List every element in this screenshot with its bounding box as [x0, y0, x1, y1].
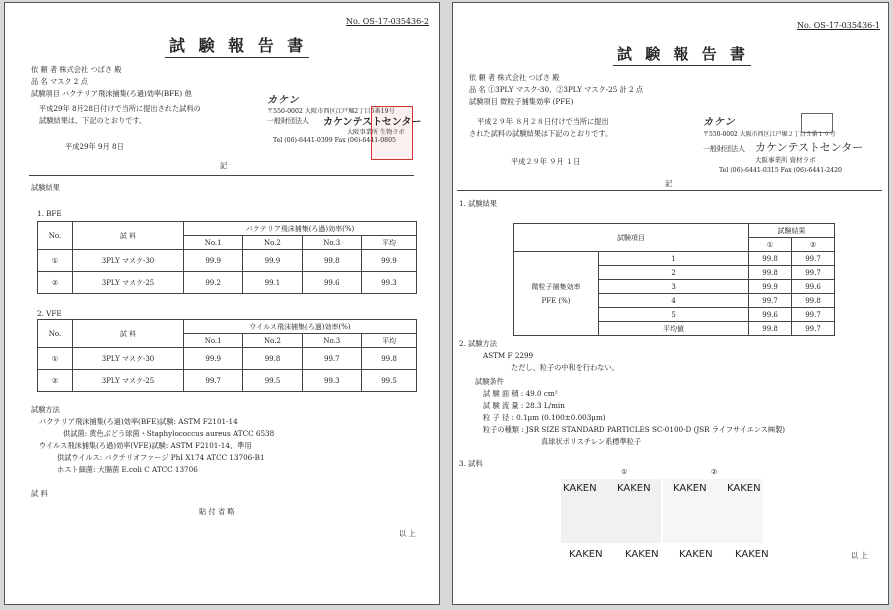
trial-no: 1	[599, 252, 749, 266]
bfe-group-header: バクテリア飛沫捕集(ろ過)効率(%)	[184, 222, 417, 236]
intro-line-2: 試験結果は、下記のとおりです。	[39, 116, 147, 125]
cell: 99.7	[302, 348, 361, 370]
method-line: 供試ウイルス: バクテリオファージ PhI X174 ATCC 13706-B1	[57, 453, 265, 462]
method-heading: 試験方法	[31, 405, 60, 414]
sub-header: ①	[749, 238, 792, 252]
sample-mark-2: ②	[711, 467, 718, 476]
kaken-print: KAKEN	[679, 549, 713, 560]
test-items: 試験項目 微粒子捕集効率 (PFE)	[469, 97, 574, 106]
method-heading: 2. 試験方法	[459, 339, 497, 348]
lab-address: 〒550-0002 大阪市西区江戸堀２丁目５番１９号	[703, 131, 836, 138]
seal-stamp	[371, 106, 413, 160]
intro-line-1: 平成29年 8月28日付けで当所に提出された試料の	[39, 104, 201, 113]
cell: 99.9	[361, 250, 416, 272]
col-item: 試験項目	[514, 224, 749, 252]
cell: 99.8	[302, 250, 361, 272]
row-sample: 3PLY マスク-25	[73, 272, 184, 294]
condition-line: 試 験 面 積 : 49.0 cm²	[483, 389, 558, 398]
method-note: ただし、粒子の中和を行わない。	[511, 363, 619, 372]
branch-name: 大阪事業所 生物ラボ	[347, 129, 405, 136]
item-name: 品 名 ①3PLY マスク-30、②3PLY マスク-25 計 2 点	[469, 85, 644, 94]
method-line: ウイルス飛沫捕集(ろ過)効率(VFE)試験: ASTM F2101-14、準用	[39, 441, 252, 450]
cell: 99.6	[792, 280, 835, 294]
kaken-print: KAKEN	[563, 483, 597, 494]
kaken-print: KAKEN	[617, 483, 651, 494]
results-heading: 試験結果	[31, 183, 60, 192]
omitted-note: 貼 付 省 略	[199, 507, 235, 516]
vfe-table	[37, 319, 417, 392]
doc-number: No. OS-17-035436-2	[345, 17, 429, 26]
bfe-label: 1. BFE	[37, 209, 62, 218]
branch-name: 大阪事業所 資材ラボ	[755, 156, 816, 164]
ki-mark: 記	[220, 161, 228, 170]
cell: 99.8	[243, 348, 302, 370]
cell: 99.3	[302, 370, 361, 392]
cell: 99.7	[792, 322, 835, 336]
condition-line: 真球状ポリスチレン系標準粒子	[541, 437, 642, 446]
org-prefix: 一般財団法人	[703, 145, 745, 153]
method-line: ホスト細菌: 大腸菌 E.coli C ATCC 13706	[57, 465, 198, 474]
cell: 99.9	[749, 280, 792, 294]
row-no: ①	[38, 348, 73, 370]
row-no: ②	[38, 370, 73, 392]
sub-header: No.1	[184, 334, 243, 348]
ki-mark: 記	[665, 179, 673, 188]
cell: 99.8	[749, 322, 792, 336]
kaken-print: KAKEN	[673, 483, 707, 494]
cell: 99.9	[184, 250, 243, 272]
cell: 99.6	[749, 308, 792, 322]
cell: 99.8	[749, 252, 792, 266]
conditions-heading: 試験条件	[475, 377, 504, 386]
end-mark: 以 上	[399, 529, 416, 538]
row-sample: 3PLY マスク-25	[73, 370, 184, 392]
divider	[29, 175, 414, 176]
kaken-print: KAKEN	[727, 483, 761, 494]
cell: 99.7	[792, 252, 835, 266]
row-no: ②	[38, 272, 73, 294]
results-heading: 1. 試験結果	[459, 199, 497, 208]
report-page-left	[4, 2, 440, 605]
report-page-right	[452, 2, 889, 605]
kaken-print: KAKEN	[625, 549, 659, 560]
pfe-group-header: 試験結果	[749, 224, 835, 238]
sample-heading: 3. 試料	[459, 459, 483, 468]
trial-no: 4	[599, 294, 749, 308]
sub-header: No.1	[184, 236, 243, 250]
report-title: 試 験 報 告 書	[613, 43, 751, 66]
col-sample: 試 料	[73, 320, 184, 348]
cell: 99.7	[749, 294, 792, 308]
test-items: 試験項目 バクテリア飛沫捕集(ろ過)効率(BFE) 他	[31, 89, 192, 98]
kaken-logo: カケン	[703, 117, 736, 128]
col-no: No.	[38, 320, 73, 348]
sub-header: No.2	[243, 334, 302, 348]
kaken-print: KAKEN	[735, 549, 769, 560]
seal-stamp	[801, 113, 833, 133]
cell: 99.8	[361, 348, 416, 370]
tel-fax: Tel (06)-6441-0399 Fax (06)-6441-0805	[273, 137, 396, 144]
org-name: カケンテストセンター	[755, 141, 864, 154]
row-label-line: PFE (%)	[541, 296, 571, 305]
cell: 99.7	[184, 370, 243, 392]
vfe-group-header: ウイルス飛沫捕集(ろ過)効率(%)	[184, 320, 417, 334]
cell: 99.1	[243, 272, 302, 294]
kaken-print: KAKEN	[569, 549, 603, 560]
row-sample: 3PLY マスク-30	[73, 348, 184, 370]
cell: 99.6	[302, 272, 361, 294]
intro-line-1: 平成２９年 ８月２８日付けで当所に提出	[477, 117, 609, 126]
condition-line: 粒 子 径 : 0.1μm (0.100±0.003μm)	[483, 413, 606, 422]
trial-no: 平均値	[599, 322, 749, 336]
divider	[457, 190, 882, 191]
bfe-table	[37, 221, 417, 294]
row-no: ①	[38, 250, 73, 272]
method-line: バクテリア飛沫捕集(ろ過)効率(BFE)試験: ASTM F2101-14	[39, 417, 238, 426]
issue-date: 平成29年 9月 8日	[65, 142, 124, 151]
cell: 99.7	[792, 308, 835, 322]
col-sample: 試 料	[73, 222, 184, 250]
pfe-row-label	[514, 252, 599, 336]
vfe-label: 2. VFE	[37, 309, 62, 318]
cell: 99.9	[243, 250, 302, 272]
sub-header: 平均	[361, 334, 416, 348]
cell: 99.2	[184, 272, 243, 294]
sub-header: ②	[792, 238, 835, 252]
item-name: 品 名 マスク 2 点	[31, 77, 88, 86]
cell: 99.8	[749, 266, 792, 280]
end-mark: 以 上	[851, 551, 868, 560]
cell: 99.5	[243, 370, 302, 392]
org-name: カケンテストセンター	[323, 117, 422, 128]
condition-line: 粒子の種類 : JSR SIZE STANDARD PARTICLES SC-0100-D (JSR ライフサイエンス㈱製)	[483, 425, 786, 434]
cell: 99.5	[361, 370, 416, 392]
sub-header: 平均	[361, 236, 416, 250]
cell: 99.9	[184, 348, 243, 370]
trial-no: 2	[599, 266, 749, 280]
doc-number: No. OS-17-035436-1	[796, 21, 880, 30]
cell: 99.3	[361, 272, 416, 294]
trial-no: 5	[599, 308, 749, 322]
report-title: 試 験 報 告 書	[165, 33, 309, 58]
row-sample: 3PLY マスク-30	[73, 250, 184, 272]
sub-header: No.2	[243, 236, 302, 250]
tel-fax: Tel (06)-6441-0315 Fax (06)-6441-2420	[719, 167, 842, 174]
method-standard: ASTM F 2299	[483, 351, 534, 360]
issue-date: 平成２９年 ９月 １日	[511, 157, 581, 166]
org-prefix: 一般財団法人	[267, 117, 309, 125]
trial-no: 3	[599, 280, 749, 294]
requester: 依 頼 者 株式会社 つばさ 殿	[469, 73, 560, 82]
sub-header: No.3	[302, 236, 361, 250]
lab-address: 〒550-0002 大阪市西区江戸堀2丁目5番19号	[267, 108, 395, 115]
requester: 依 頼 者 株式会社 つばさ 殿	[31, 65, 122, 74]
cell: 99.7	[792, 266, 835, 280]
kaken-logo: カケン	[267, 95, 300, 106]
condition-line: 試 験 流 量 : 28.3 L/min	[483, 401, 565, 410]
sample-heading: 試 料	[31, 489, 48, 498]
method-line: 供試菌: 黄色ぶどう球菌・Staphylococcus aureus ATCC 6538	[63, 429, 275, 438]
sample-mark-1: ①	[621, 467, 628, 476]
col-no: No.	[38, 222, 73, 250]
cell: 99.8	[792, 294, 835, 308]
pfe-table	[513, 223, 835, 336]
sub-header: No.3	[302, 334, 361, 348]
row-label-line: 微粒子捕集効率	[531, 282, 581, 291]
intro-line-2: された試料の試験結果は下記のとおりです。	[469, 129, 613, 138]
